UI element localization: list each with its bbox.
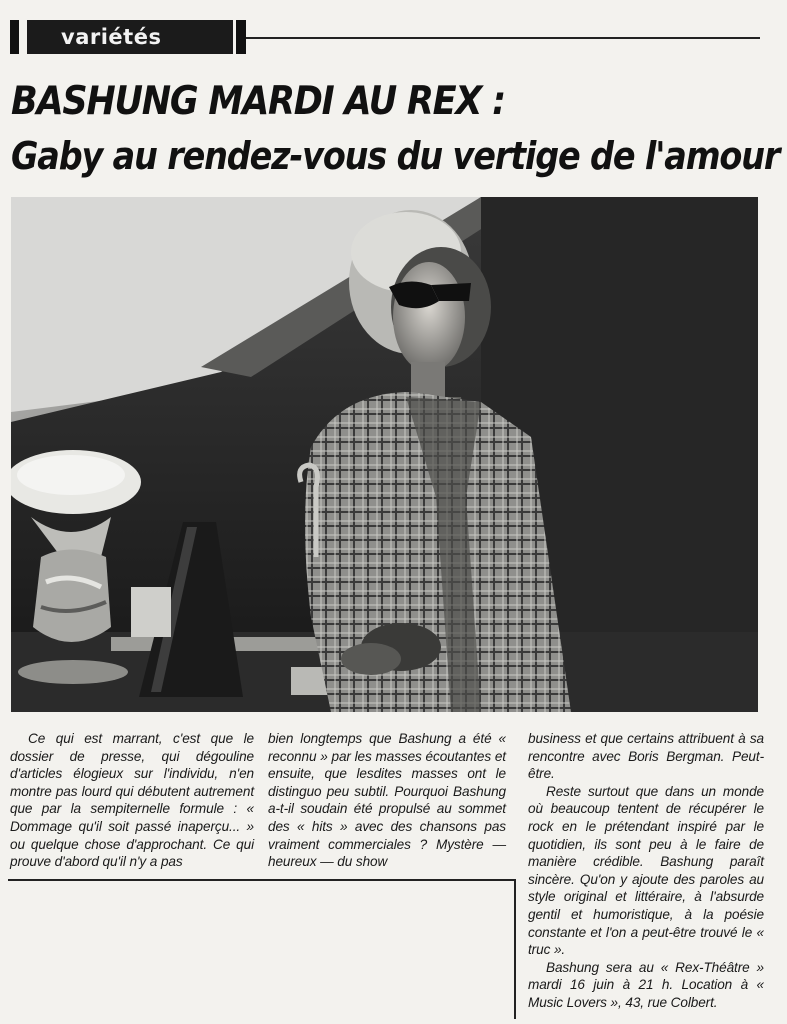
section-header — [10, 20, 246, 54]
paragraph: Reste surtout que dans un monde où beaucoup tentent de récupérer le rock en le prétendant inspiré par le quotidien, ils sont peu à le faire de manière crédible. Bashung paraît sincère. Qu'on y ajoute des paroles au style original et littéraire, à l'absurde gentil et humoristique, à la poésie constante et l'on a peut-être trouvé le « truc ». — [528, 783, 764, 958]
paragraph: bien longtemps que Bashung a été « reconnu » par les masses écoutantes et ensuite, que lesdites masses ont le distinguo peu subtil. Pourquoi Bashung a-t-il soudain été propulsé au sommet des « hits » avec des chansons pas vraiment commerciales ? Mystère — heureux — du show — [268, 731, 506, 870]
bottom-rule — [8, 879, 515, 881]
paragraph: business et que certains attribuent à sa rencontre avec Boris Bergman. Peut-être. — [528, 731, 764, 782]
headline — [11, 78, 780, 182]
section-label: variétés — [27, 20, 233, 54]
article-column-1 — [10, 730, 254, 871]
headline-line-1: BASHUNG MARDI AU REX : — [11, 79, 505, 124]
section-bar-right-mark — [236, 20, 246, 54]
paragraph: Bashung sera au « Rex-Théâtre » mardi 16 juin à 21 h. Location à « Music Lovers », 43, rue Colbert. — [528, 959, 764, 1010]
paragraph: Ce qui est marrant, c'est que le dossier de presse, qui dégouline d'articles élogieux sur l'individu, n'en montre pas lourd qui débutent autrement que par la sempiternelle formule : « Dommage qu'il soit passé inaperçu... » ou quelque chose d'approchant. Ce qui prouve d'abord qu'il n'y a pas — [10, 731, 254, 870]
section-bar-left-mark — [10, 20, 19, 54]
column-divider-rule — [514, 879, 516, 1019]
header-rule — [246, 37, 760, 39]
headline-line-2: Gaby au rendez-vous du vertige de l'amour — [11, 134, 780, 178]
article-column-3 — [528, 730, 764, 1012]
article-photo — [11, 197, 758, 712]
article-column-2 — [268, 730, 506, 871]
portrait-photo-icon — [11, 197, 758, 712]
